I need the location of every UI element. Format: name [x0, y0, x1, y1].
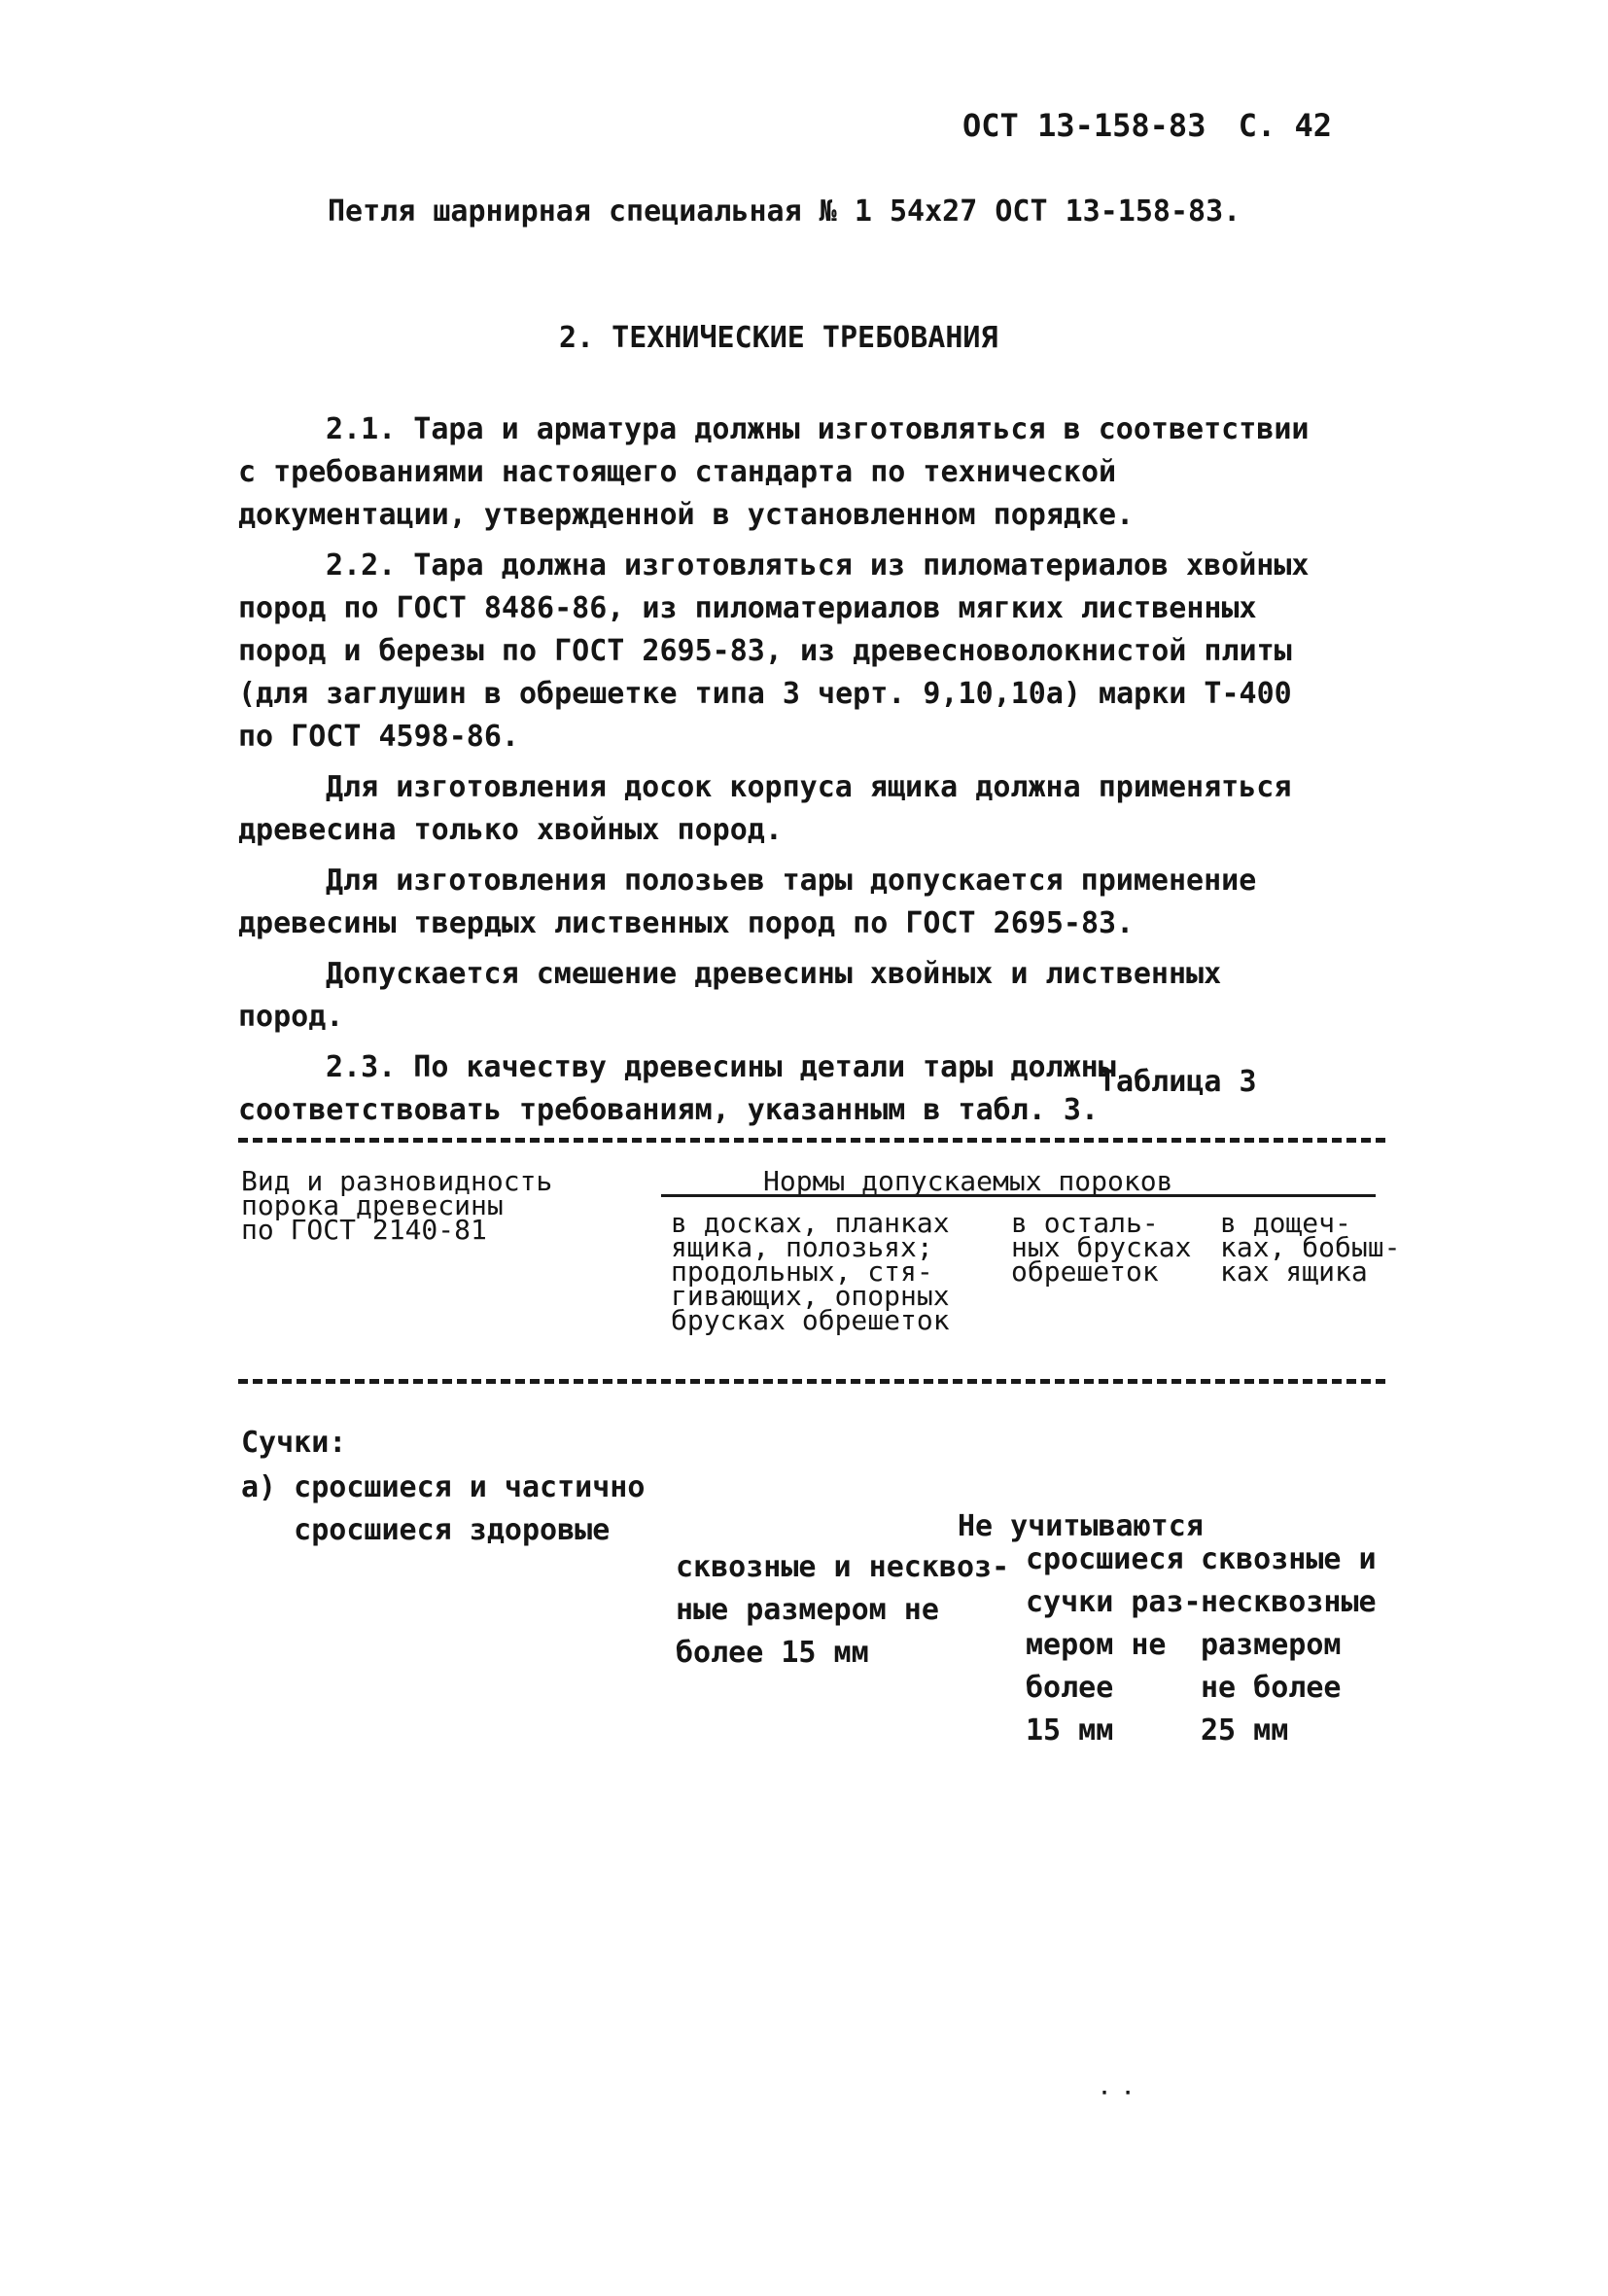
col-header-boards: в досках, планках ящика, полозьях; продольных, стя- гивающих, опорных брусках обрешеток: [671, 1207, 950, 1336]
table-header-rule: [238, 1379, 1385, 1384]
page-header: [962, 107, 1332, 144]
col-header-other-bars: в осталь- ных брусках обрешеток: [1011, 1207, 1192, 1288]
row-a-boards-value: сквозные и несквоз- ные размером не более 15 мм: [676, 1550, 1010, 1670]
scan-speck: · ·: [1099, 2081, 1135, 2104]
paragraph-softwood: Для изготовления досок корпуса ящика должна применяться древесина только хвойных пород.: [238, 770, 1292, 847]
page-subtitle: Петля шарнирная специальная № 1 54х27 ОСТ 13-158-83.: [328, 194, 1241, 229]
paragraph-2-1: 2.1. Тара и арматура должны изготовляться в соответствии с требованиями настоящего стандарта по технической документации, утвержденной в установленном порядке.: [238, 412, 1310, 532]
paragraph-2-2: 2.2. Тара должна изготовляться из пиломатериалов хвойных пород по ГОСТ 8486-86, из пиломатериалов мягких лиственных пород и березы по ГОСТ 2695-83, из древесноволокнистой плиты (для заглушин в обрешетке типа 3 черт. 9,10,10а) марки Т-400 по ГОСТ 4598-86.: [238, 548, 1310, 754]
table-top-rule: [238, 1138, 1385, 1143]
row-a-label: а) сросшиеся и частично сросшиеся здоровые: [241, 1470, 646, 1547]
paragraph-runners: Для изготовления полозьев тары допускается применение древесины твердых лиственных пород по ГОСТ 2695-83.: [238, 864, 1257, 940]
col-header-plates: в дощеч- ках, бобыш- ках ящика: [1220, 1207, 1401, 1288]
section-title: 2. ТЕХНИЧЕСКИЕ ТРЕБОВАНИЯ: [559, 321, 998, 355]
row-a-not-counted: Не учитываются: [958, 1509, 1204, 1543]
page-number: С. 42: [1238, 107, 1333, 144]
row-a-plates-value: сквозные и несквозные размером не более 25 мм: [1201, 1542, 1377, 1748]
section-body: [238, 408, 1337, 1140]
section-label-knots: Сучки:: [241, 1426, 347, 1460]
col-header-defect-type: Вид и разновидность порока древесины по ГОСТ 2140-81: [241, 1165, 553, 1246]
doc-reference: ОСТ 13-158-83: [962, 107, 1206, 144]
table-caption: Таблица 3: [1099, 1065, 1257, 1099]
row-a-other-bars-value: сросшиеся сучки раз- мером не более 15 мм: [1026, 1542, 1202, 1748]
group-header-underline: [661, 1194, 1376, 1197]
group-header-norms: Нормы допускаемых пороков: [763, 1165, 1173, 1197]
paragraph-2-3: 2.3. По качеству древесины детали тары должны соответствовать требованиям, указанным в табл. 3.: [238, 1050, 1116, 1127]
paragraph-mixing: Допускается смешение древесины хвойных и лиственных пород.: [238, 957, 1222, 1034]
